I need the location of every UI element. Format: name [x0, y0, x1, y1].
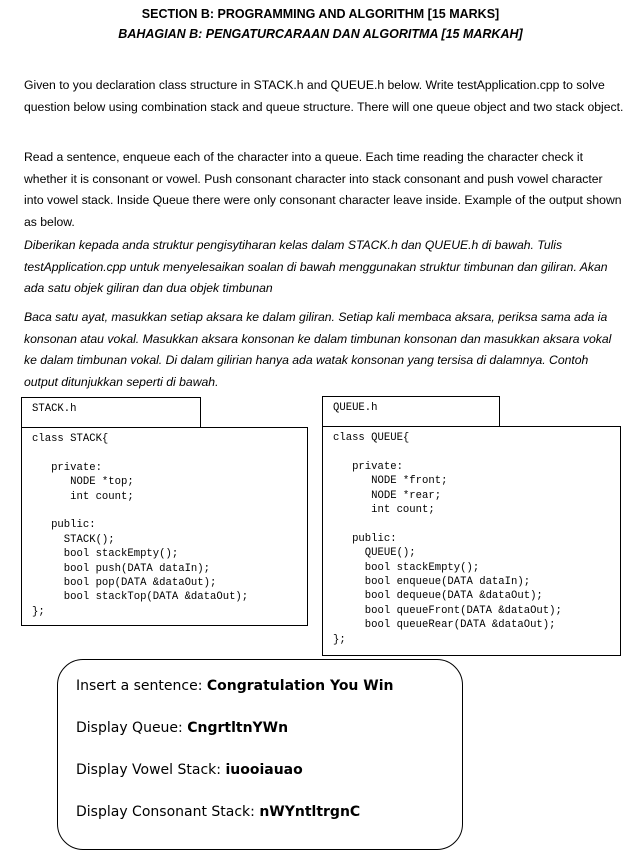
sentence-label: Insert a sentence:: [76, 678, 207, 694]
vowel-label: Display Vowel Stack:: [76, 762, 226, 778]
intro-paragraph-malay: Diberikan kepada anda struktur pengisytiharan kelas dalam STACK.h dan QUEUE.h di bawah. Tulis testApplication.cpp untuk menyelesaikan soalan di bawah menggunakan struktur timbunan dan giliran. Akan ada satu objek giliran dan dua objek timbunan: [24, 238, 608, 296]
output-queue-line: [76, 720, 288, 736]
output-consonant-line: [76, 804, 360, 820]
output-sentence-line: [76, 678, 393, 694]
output-example-box: [57, 659, 463, 850]
sentence-value: Congratulation You Win: [206, 678, 394, 694]
task-paragraph-english: Read a sentence, enqueue each of the character into a queue. Each time reading the character check it whether it is consonant or vowel. Push consonant character into stack consonant and push vowel character into vowel stack. Inside Queue there were only consonant character leave inside. Example of the output shown as below.: [24, 150, 622, 229]
task-paragraph-malay: Baca satu ayat, masukkan setiap aksara ke dalam giliran. Setiap kali membaca aksara, periksa sama ada ia konsonan atau vokal. Masukkan aksara konsonan ke dalam timbunan konsonan dan masukkan aksara vokal ke dalam timbunan vokal. Di dalam gilirian hanya ada watak konsonan yang tersisa di dalamnya. Contoh output ditunjukkan seperti di bawah.: [24, 310, 612, 389]
vowel-value: iuooiauao: [225, 762, 303, 778]
queue-code: class QUEUE{ private: NODE *front; NODE *rear; int count; public: QUEUE(); bool stackEmpty(); bool enqueue(DATA dataIn); bool dequeue(DATA &dataOut); bool queueFront(DATA &dataOut); bool queueRear(DATA &dataOut); };: [333, 432, 562, 646]
section-heading-malay: BAHAGIAN B: PENGATURCARAAN DAN ALGORITMA [15 MARKAH]: [118, 27, 523, 41]
stack-filename: STACK.h: [32, 403, 77, 415]
queue-value: CngrtltnYWn: [187, 720, 289, 736]
output-vowel-line: [76, 762, 303, 778]
stack-code: class STACK{ private: NODE *top; int count; public: STACK(); bool stackEmpty(); bool push(DATA dataIn); bool pop(DATA &dataOut); bool stackTop(DATA &dataOut); };: [32, 433, 249, 618]
intro-paragraph-english: Given to you declaration class structure in STACK.h and QUEUE.h below. Write testApplication.cpp to solve question below using combination stack and queue structure. There will one queue object and two stack object.: [24, 78, 624, 114]
queue-filename: QUEUE.h: [333, 402, 378, 414]
section-heading-english: SECTION B: PROGRAMMING AND ALGORITHM [15 MARKS]: [141, 7, 500, 21]
queue-label: Display Queue:: [76, 720, 188, 736]
consonant-label: Display Consonant Stack:: [76, 804, 260, 820]
queue-filename-box: [322, 396, 500, 427]
stack-filename-box: [21, 397, 201, 428]
consonant-value: nWYntltrgnC: [259, 804, 361, 820]
queue-code-box: [322, 426, 621, 656]
stack-code-box: [21, 427, 308, 626]
